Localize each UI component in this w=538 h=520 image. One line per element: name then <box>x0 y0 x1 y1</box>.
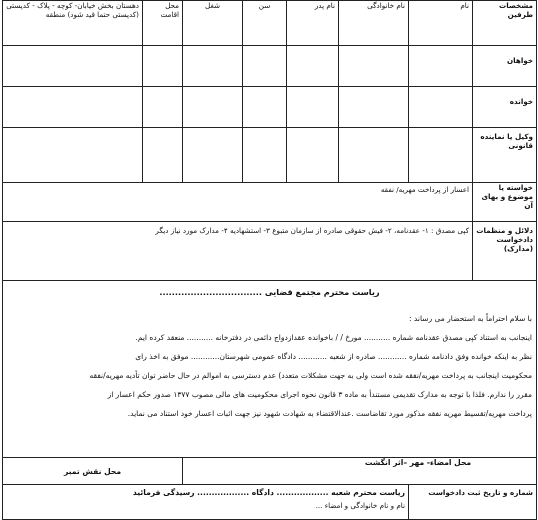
parties-header: مشخصات طرفین <box>473 1 537 46</box>
applicant-address-cell[interactable] <box>3 46 143 87</box>
applicant-label: خواهان <box>473 46 537 87</box>
address-header: دهستان بخش خیابان- کوچه - پلاک - کدپستی (کدپستی حتما قید شود) منطقه <box>3 1 143 46</box>
defendant-family-cell[interactable] <box>339 87 409 128</box>
rep-job-cell[interactable] <box>183 128 243 183</box>
defendant-father-cell[interactable] <box>287 87 339 128</box>
job-header: شغل <box>183 1 243 46</box>
claim-label: خواسته یا موضوع و بهای آن <box>473 183 537 222</box>
defendant-age-cell[interactable] <box>243 87 287 128</box>
rep-age-cell[interactable] <box>243 128 287 183</box>
rep-residence-cell[interactable] <box>143 128 183 183</box>
petition-table <box>2 0 537 520</box>
defendant-label: خوانده <box>473 87 537 128</box>
applicant-family-cell[interactable] <box>339 46 409 87</box>
letter-paragraph-3: محکومیت اینجانب به پرداخت مهریه/نفقه شده است ولی به جهت مشکلات متعدد) عدم دسترسی به اموالم در حال حاضر توان تأدیه مهریه/نفقه <box>89 371 532 380</box>
claim-value[interactable]: اعسار از پرداخت مهریه/ نفقه <box>3 183 473 222</box>
defendant-residence-cell[interactable] <box>143 87 183 128</box>
representative-label: وکیل یا نماینده قانونی <box>473 128 537 183</box>
claim-row <box>3 183 537 222</box>
signature-label: محل امضاء- مهر –اثر انگشت <box>364 458 472 467</box>
evidence-value[interactable]: کپی مصدق : ۱- عقدنامه، ۲- فیش حقوقی صادره از سازمان متبوع ۳- استشهادیه ۴- مدارک مورد نیاز دیگر <box>3 222 473 281</box>
referral-cell[interactable] <box>3 485 409 520</box>
applicant-residence-cell[interactable] <box>143 46 183 87</box>
representative-row <box>3 128 537 183</box>
applicant-age-cell[interactable] <box>243 46 287 87</box>
rep-address-cell[interactable] <box>3 128 143 183</box>
applicant-father-cell[interactable] <box>287 46 339 87</box>
header-row <box>3 1 537 46</box>
referral-text: ریاست محترم شعبه .................. دادگاه .................. رسیدگی فرمائید <box>132 488 405 497</box>
signature-row <box>3 458 537 485</box>
signature-area[interactable] <box>183 458 537 485</box>
family-name-header: نام خانوادگی <box>339 1 409 46</box>
applicant-job-cell[interactable] <box>183 46 243 87</box>
referral-subtext: نام و نام خانوادگی و امضاء ... <box>315 501 405 510</box>
residence-header: محل اقامت <box>143 1 183 46</box>
defendant-address-cell[interactable] <box>3 87 143 128</box>
stamp-area[interactable] <box>3 458 183 485</box>
defendant-row <box>3 87 537 128</box>
defendant-name-cell[interactable] <box>409 87 473 128</box>
defendant-job-cell[interactable] <box>183 87 243 128</box>
letter-row <box>3 281 537 458</box>
age-header: سن <box>243 1 287 46</box>
rep-family-cell[interactable] <box>339 128 409 183</box>
father-name-header: نام پدر <box>287 1 339 46</box>
footer-row <box>3 485 537 520</box>
applicant-row <box>3 46 537 87</box>
letter-body <box>3 281 537 458</box>
letter-paragraph-5: پرداخت مهریه/تقسیط مهریه نفقه مذکور مورد تقاضاست .عندالاقتضاء به شهادت شهود نیز جهت اثبات اعسار خود استناد می نماید. <box>127 409 532 418</box>
letter-paragraph-2: نظر به اینکه خوانده وفق دادنامه شماره ............ صادره از شعبه ............ دادگاه عمومی شهرستان............ موفق به اخذ رای <box>135 352 532 361</box>
rep-father-cell[interactable] <box>287 128 339 183</box>
stamp-label: محل نقش تمبر <box>63 466 122 476</box>
letter-title: ریاست محترم مجتمع قضایی ................................. <box>159 287 380 297</box>
register-label: شماره و تاریخ ثبت دادخواست <box>409 485 537 520</box>
rep-name-cell[interactable] <box>409 128 473 183</box>
letter-greeting: با سلام احتراماً به استحضار می رساند : <box>409 314 532 323</box>
evidence-row <box>3 222 537 281</box>
evidence-label: دلائل و منظمات دادخواست (مدارک) <box>473 222 537 281</box>
letter-paragraph-4: مقرر را ندارم. فلذا با توجه به مدارک تقدیمی مستندأ به ماده ۳ قانون نحوه اجرای محکومیت های مالی مصوب ۱۳۷۷ صدور حکم اعسار از <box>107 390 532 399</box>
applicant-name-cell[interactable] <box>409 46 473 87</box>
letter-paragraph-1: اینجانب به استناد کپی مصدق عقدنامه شماره ........... مورخ / / باخوانده عقدازدواج دائمی در دفترخانه ........... منعقد کرده ایم. <box>135 333 532 342</box>
name-header: نام <box>409 1 473 46</box>
